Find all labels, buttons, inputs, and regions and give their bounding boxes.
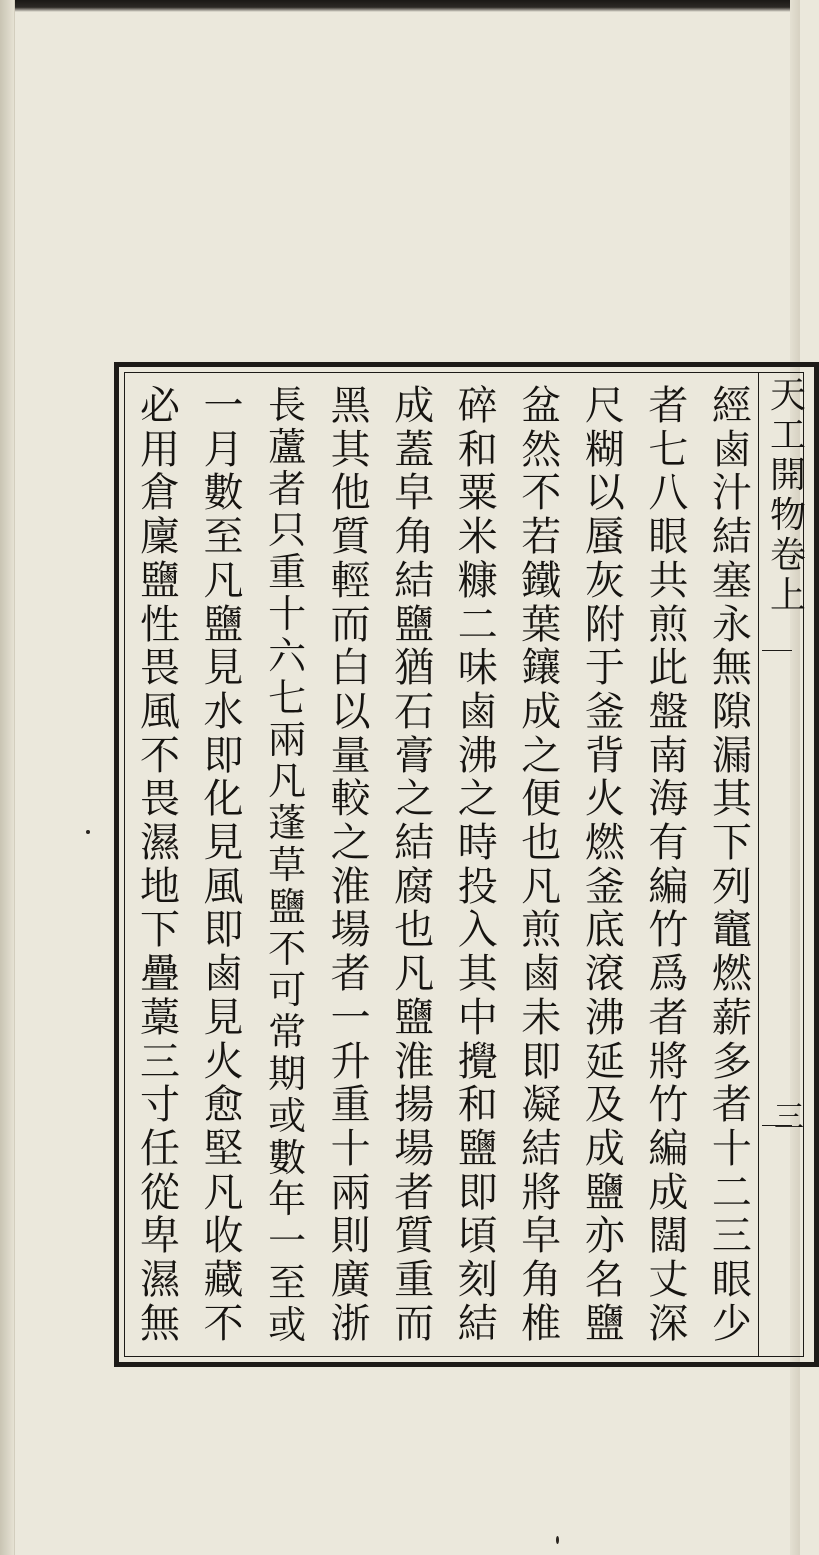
text-char: 至: [268, 1261, 307, 1306]
text-char: 闊: [648, 1213, 689, 1260]
text-char: 燃: [711, 951, 752, 998]
text-char: 十: [330, 1125, 371, 1172]
text-char: 蓋: [394, 426, 435, 473]
text-char: 米: [457, 514, 498, 561]
text-char: 風: [203, 863, 244, 910]
text-char: 之: [394, 776, 435, 823]
text-char: 以: [584, 470, 625, 517]
text-char: 只: [268, 508, 307, 553]
text-char: 可: [268, 968, 307, 1013]
text-char: 角: [521, 1257, 562, 1304]
text-char: 盆: [521, 383, 562, 429]
paper-speck: [556, 1536, 559, 1544]
text-char: 釜: [584, 688, 625, 735]
text-char: 則: [330, 1213, 371, 1260]
text-char: 葉: [521, 601, 562, 648]
banxin-title-char: 天: [769, 375, 806, 416]
text-char: 未: [521, 994, 562, 1041]
text-char: 不: [521, 470, 562, 517]
text-char: 凝: [521, 1082, 562, 1129]
text-char: 之: [457, 776, 498, 823]
text-char: 猶: [394, 645, 435, 692]
text-char: 一: [268, 1219, 307, 1264]
text-char: 有: [648, 820, 689, 867]
text-char: 煎: [648, 601, 689, 648]
text-char: 鑲: [521, 645, 562, 692]
text-char: 皁: [521, 1213, 562, 1260]
text-char: 至: [203, 514, 244, 561]
text-char: 少: [711, 1300, 752, 1347]
text-char: 名: [584, 1257, 625, 1304]
text-char: 即: [203, 907, 244, 954]
text-column: [322, 382, 380, 1347]
text-char: 沸: [457, 732, 498, 779]
text-char: 濕: [140, 1257, 180, 1304]
text-char: 刻: [457, 1257, 498, 1304]
text-char: 煎: [521, 907, 562, 954]
text-char: 十: [268, 592, 307, 637]
text-char: 見: [203, 820, 244, 867]
text-char: 即: [457, 1169, 498, 1216]
text-char: 七: [648, 426, 689, 473]
text-char: 火: [584, 776, 625, 823]
text-char: 兩: [330, 1169, 371, 1216]
text-char: 爲: [648, 951, 689, 998]
text-char: 月: [203, 426, 244, 473]
text-char: 而: [394, 1300, 435, 1347]
text-char: 其: [330, 426, 371, 473]
text-char: 中: [457, 994, 498, 1041]
text-char: 濕: [140, 820, 180, 867]
text-char: 成: [521, 688, 562, 735]
text-char: 無: [140, 1300, 180, 1347]
text-char: 廣: [330, 1257, 371, 1304]
text-char: 任: [140, 1125, 180, 1172]
text-char: 隙: [711, 688, 752, 735]
text-char: 薪: [711, 994, 752, 1041]
text-char: 鹽: [584, 1300, 625, 1347]
text-char: 鹽: [394, 601, 435, 648]
text-char: 椎: [521, 1300, 562, 1347]
text-char: 風: [140, 688, 180, 735]
text-char: 眼: [648, 514, 689, 561]
text-char: 淮: [394, 1038, 435, 1085]
text-char: 疊: [140, 951, 180, 998]
text-char: 成: [584, 1125, 625, 1172]
folio-number: 三: [774, 1100, 804, 1135]
text-body: [131, 382, 761, 1350]
text-char: 藏: [203, 1257, 244, 1304]
text-char: 一: [330, 994, 371, 1041]
text-char: 凡: [203, 1169, 244, 1216]
text-char: 塞: [711, 557, 752, 604]
text-char: 灰: [584, 557, 625, 604]
text-char: 南: [648, 732, 689, 779]
text-char: 鹽: [394, 994, 435, 1041]
text-char: 場: [330, 907, 371, 954]
text-char: 石: [394, 688, 435, 735]
text-char: 不: [268, 926, 307, 971]
text-char: 黑: [330, 383, 371, 429]
text-column: [195, 382, 253, 1347]
text-char: 海: [648, 776, 689, 823]
text-char: 一: [203, 383, 244, 429]
text-char: 附: [584, 601, 625, 648]
text-char: 二: [711, 1169, 752, 1216]
text-char: 六: [268, 633, 307, 678]
text-char: 編: [648, 1125, 689, 1172]
text-char: 尺: [584, 383, 625, 429]
text-char: 結: [394, 820, 435, 867]
text-char: 他: [330, 470, 371, 517]
text-char: 性: [140, 601, 180, 648]
text-column: [576, 382, 634, 1347]
text-char: 其: [457, 951, 498, 998]
book-spine: [0, 0, 15, 1555]
text-char: 碎: [457, 383, 498, 429]
text-column: [258, 382, 316, 1347]
text-char: 揚: [394, 1082, 435, 1129]
text-char: 畏: [140, 645, 180, 692]
text-char: 年: [268, 1177, 307, 1222]
text-char: 其: [711, 776, 752, 823]
text-char: 膏: [394, 732, 435, 779]
text-char: 時: [457, 820, 498, 867]
text-column: [512, 382, 570, 1347]
text-char: 也: [521, 820, 562, 867]
text-char: 或: [268, 1093, 307, 1138]
text-char: 頃: [457, 1213, 498, 1260]
text-char: 兩: [268, 717, 307, 762]
text-char: 成: [648, 1169, 689, 1216]
text-char: 成: [394, 383, 435, 429]
paper-speck: [86, 830, 90, 834]
text-char: 鹽: [140, 557, 180, 604]
text-char: 蓬: [268, 801, 307, 846]
text-char: 收: [203, 1213, 244, 1260]
text-char: 而: [330, 601, 371, 648]
text-char: 角: [394, 514, 435, 561]
text-char: 共: [648, 557, 689, 604]
banxin-title: [768, 376, 808, 676]
text-char: 丈: [648, 1257, 689, 1304]
text-char: 鹵: [457, 688, 498, 735]
text-char: 將: [648, 1038, 689, 1085]
text-char: 質: [394, 1213, 435, 1260]
text-char: 鹵: [203, 951, 244, 998]
text-char: 淮: [330, 863, 371, 910]
text-char: 倉: [140, 470, 180, 517]
text-char: 之: [330, 820, 371, 867]
text-char: 升: [330, 1038, 371, 1085]
text-column: [639, 382, 697, 1347]
text-char: 鹵: [711, 426, 752, 473]
text-char: 八: [648, 470, 689, 517]
text-char: 沸: [584, 994, 625, 1041]
text-char: 場: [394, 1125, 435, 1172]
banxin-title-char: 上: [769, 575, 806, 616]
text-char: 便: [521, 776, 562, 823]
text-char: 列: [711, 863, 752, 910]
text-char: 白: [330, 645, 371, 692]
text-char: 滾: [584, 951, 625, 998]
banxin-fishtail-mark: [762, 650, 792, 651]
text-char: 用: [140, 426, 180, 473]
banxin-title-char: 物: [769, 495, 806, 536]
text-char: 及: [584, 1082, 625, 1129]
text-char: 竈: [711, 907, 752, 954]
text-char: 地: [140, 863, 180, 910]
text-char: 鹽: [203, 601, 244, 648]
text-char: 水: [203, 688, 244, 735]
text-char: 亦: [584, 1213, 625, 1260]
text-char: 者: [711, 1082, 752, 1129]
text-char: 浙: [330, 1300, 371, 1347]
text-char: 見: [203, 994, 244, 1041]
text-char: 者: [394, 1169, 435, 1216]
text-char: 永: [711, 601, 752, 648]
text-char: 三: [711, 1213, 752, 1260]
text-char: 鹽: [457, 1125, 498, 1172]
text-char: 者: [268, 466, 307, 511]
text-char: 粟: [457, 470, 498, 517]
text-char: 凡: [203, 557, 244, 604]
text-char: 蜃: [584, 514, 625, 561]
text-char: 結: [457, 1300, 498, 1347]
text-char: 凡: [268, 759, 307, 804]
text-char: 重: [394, 1257, 435, 1304]
text-char: 結: [711, 514, 752, 561]
text-char: 攪: [457, 1038, 498, 1085]
text-char: 量: [330, 732, 371, 779]
banxin-title-char: 開: [769, 455, 806, 496]
text-char: 味: [457, 645, 498, 692]
text-char: 無: [711, 645, 752, 692]
text-char: 卑: [140, 1213, 180, 1260]
text-char: 經: [711, 383, 752, 429]
banxin-title-char: 卷: [769, 535, 806, 576]
text-char: 然: [521, 426, 562, 473]
text-char: 藁: [140, 994, 180, 1041]
text-column: [449, 382, 507, 1347]
text-char: 寸: [140, 1082, 180, 1129]
text-char: 三: [140, 1038, 180, 1085]
text-char: 常: [268, 1010, 307, 1055]
text-char: 者: [648, 383, 689, 429]
text-char: 廩: [140, 514, 180, 561]
text-char: 下: [140, 907, 180, 954]
text-char: 和: [457, 1082, 498, 1129]
text-char: 必: [140, 383, 180, 429]
text-char: 釜: [584, 863, 625, 910]
text-char: 蘆: [268, 424, 307, 469]
text-char: 重: [268, 550, 307, 595]
text-char: 期: [268, 1052, 307, 1096]
text-char: 質: [330, 514, 371, 561]
text-char: 若: [521, 514, 562, 561]
page-top-edge: [0, 0, 800, 12]
text-char: 即: [203, 732, 244, 779]
text-char: 化: [203, 776, 244, 823]
text-column: [385, 382, 443, 1347]
text-char: 鹽: [268, 884, 307, 929]
text-char: 火: [203, 1038, 244, 1085]
text-char: 深: [648, 1300, 689, 1347]
text-char: 投: [457, 863, 498, 910]
text-char: 即: [521, 1038, 562, 1085]
text-char: 較: [330, 776, 371, 823]
text-char: 凡: [394, 951, 435, 998]
text-column: [131, 382, 189, 1347]
text-char: 七: [268, 675, 307, 720]
text-char: 者: [330, 951, 371, 998]
text-char: 之: [521, 732, 562, 779]
text-char: 背: [584, 732, 625, 779]
text-char: 燃: [584, 820, 625, 867]
text-char: 汁: [711, 470, 752, 517]
text-char: 輕: [330, 557, 371, 604]
text-char: 重: [330, 1082, 371, 1129]
text-char: 和: [457, 426, 498, 473]
text-char: 入: [457, 907, 498, 954]
text-char: 底: [584, 907, 625, 954]
text-char: 十: [711, 1125, 752, 1172]
text-char: 不: [203, 1300, 244, 1347]
text-char: 或: [268, 1302, 307, 1347]
text-char: 此: [648, 645, 689, 692]
text-char: 編: [648, 863, 689, 910]
text-char: 盤: [648, 688, 689, 735]
text-char: 竹: [648, 1082, 689, 1129]
text-char: 眼: [711, 1257, 752, 1304]
text-char: 不: [140, 732, 180, 779]
text-char: 從: [140, 1169, 180, 1216]
text-char: 長: [268, 383, 307, 427]
text-char: 也: [394, 907, 435, 954]
text-char: 多: [711, 1038, 752, 1085]
text-char: 二: [457, 601, 498, 648]
text-char: 畏: [140, 776, 180, 823]
text-char: 竹: [648, 907, 689, 954]
text-char: 愈: [203, 1082, 244, 1129]
text-char: 腐: [394, 863, 435, 910]
text-char: 見: [203, 645, 244, 692]
text-char: 于: [584, 645, 625, 692]
text-char: 鹽: [584, 1169, 625, 1216]
text-char: 結: [521, 1125, 562, 1172]
text-char: 數: [203, 470, 244, 517]
text-char: 鹵: [521, 951, 562, 998]
text-char: 數: [268, 1135, 307, 1180]
text-char: 漏: [711, 732, 752, 779]
text-char: 延: [584, 1038, 625, 1085]
text-char: 堅: [203, 1125, 244, 1172]
text-char: 者: [648, 994, 689, 1041]
text-char: 糠: [457, 557, 498, 604]
text-char: 凡: [521, 863, 562, 910]
text-char: 皁: [394, 470, 435, 517]
text-char: 糊: [584, 426, 625, 473]
banxin-title-char: 工: [769, 415, 806, 456]
text-char: 草: [268, 842, 307, 887]
text-char: 將: [521, 1169, 562, 1216]
text-char: 鐵: [521, 557, 562, 604]
text-char: 以: [330, 688, 371, 735]
text-char: 下: [711, 820, 752, 867]
text-column: [703, 382, 761, 1347]
text-char: 結: [394, 557, 435, 604]
